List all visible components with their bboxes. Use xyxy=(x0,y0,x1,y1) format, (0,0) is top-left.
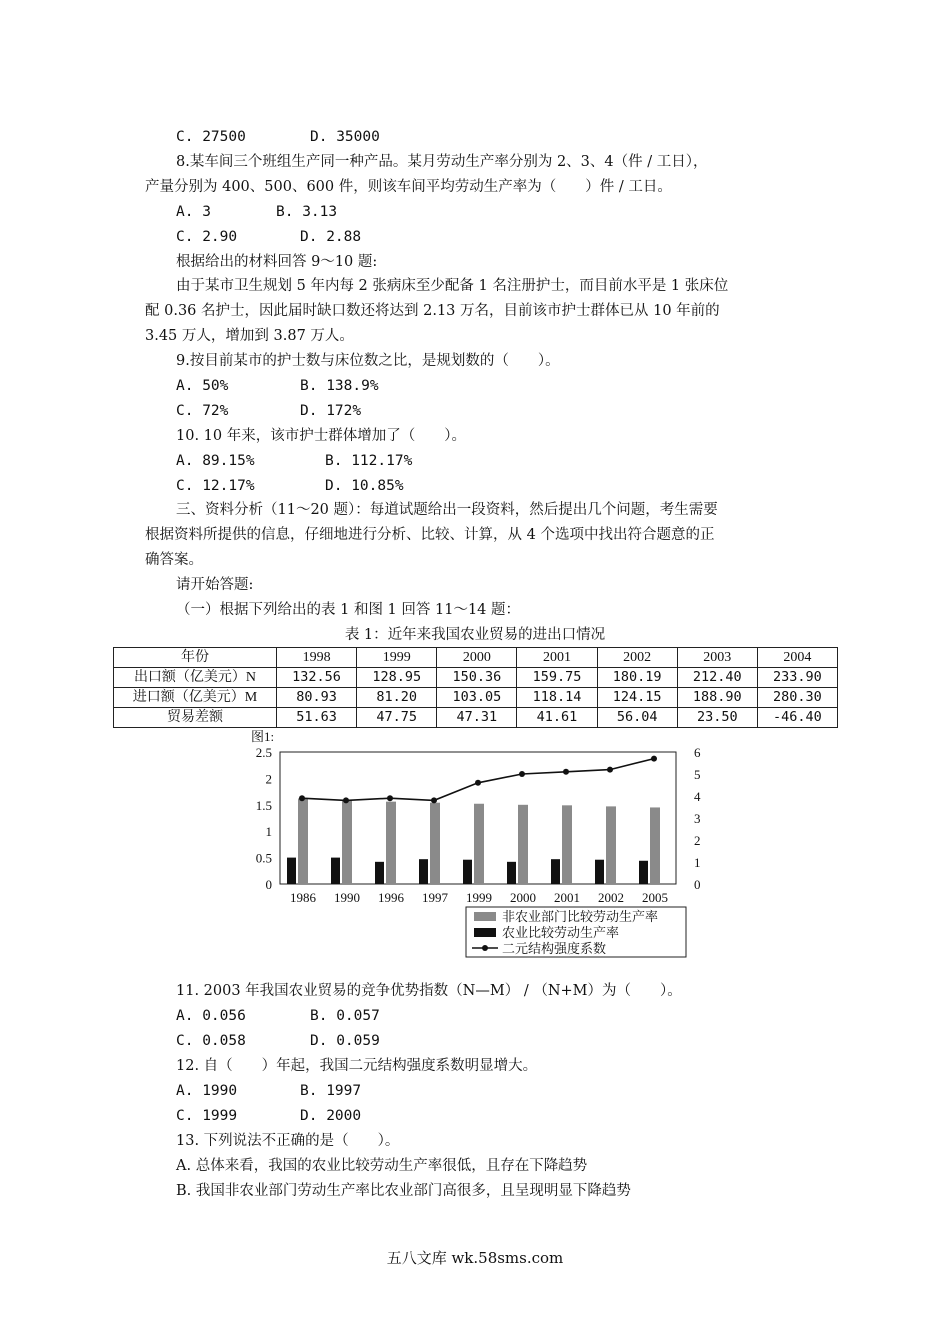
q10-option-a: A. 89.15% xyxy=(176,453,255,469)
line-point-dual-structure xyxy=(387,795,393,801)
table-cell: 47.31 xyxy=(437,708,517,728)
table-cell: 103.05 xyxy=(437,688,517,708)
q7-option-c: C. 27500 xyxy=(176,129,246,145)
bar-agri-productivity xyxy=(507,862,516,884)
q13-stem: 13. 下列说法不正确的是（ ）。 xyxy=(176,1133,400,1149)
y-right-tick-label: 0 xyxy=(694,877,701,892)
table-cell: 贸易差额 xyxy=(114,708,277,728)
section3-line3: 确答案。 xyxy=(145,552,203,568)
line-point-dual-structure xyxy=(651,756,657,762)
q11-option-b: B. 0.057 xyxy=(310,1008,380,1024)
q9-option-b: B. 138.9% xyxy=(300,378,379,394)
legend-label: 非农业部门比较劳动生产率 xyxy=(502,909,659,924)
table-cell: 124.15 xyxy=(597,688,677,708)
y-right-tick-label: 3 xyxy=(694,811,701,826)
q11-option-d: D. 0.059 xyxy=(310,1033,380,1049)
x-tick-label: 2000 xyxy=(510,890,536,905)
table-cell: 51.63 xyxy=(277,708,357,728)
line-point-dual-structure xyxy=(299,795,305,801)
q8-option-c: C. 2.90 xyxy=(176,229,238,245)
x-tick-label: 1990 xyxy=(334,890,360,905)
line-point-dual-structure xyxy=(519,771,525,777)
y-right-tick-label: 4 xyxy=(694,789,701,804)
line-point-dual-structure xyxy=(343,797,349,803)
q8-option-b: B. 3.13 xyxy=(276,204,338,220)
y-left-tick-label: 2 xyxy=(265,771,272,787)
q10-option-d: D. 10.85% xyxy=(325,478,404,494)
line-point-dual-structure xyxy=(475,780,481,786)
q8-option-a: A. 3 xyxy=(176,204,211,220)
q11-option-c: C. 0.058 xyxy=(176,1033,246,1049)
x-tick-label: 1997 xyxy=(422,890,448,905)
table-header-cell: 2004 xyxy=(757,648,837,668)
table-header-cell: 1998 xyxy=(277,648,357,668)
table-cell: 233.90 xyxy=(757,668,837,688)
y-right-tick-label: 1 xyxy=(694,855,701,870)
material-p3: 3.45 万人，增加到 3.87 万人。 xyxy=(145,328,354,344)
bar-nonagri-productivity xyxy=(562,805,572,884)
legend-swatch-point xyxy=(482,945,488,951)
line-dual-structure xyxy=(302,759,654,801)
table-header-cell: 年份 xyxy=(114,648,277,668)
bar-nonagri-productivity xyxy=(650,807,660,884)
figure-1-chart xyxy=(246,727,716,965)
table-header-cell: 1999 xyxy=(357,648,437,668)
y-left-tick-label: 1 xyxy=(265,824,272,840)
q9-option-a: A. 50% xyxy=(176,378,229,394)
q12-option-a: A. 1990 xyxy=(176,1083,238,1099)
q12-option-c: C. 1999 xyxy=(176,1108,238,1124)
y-left-tick-label: 1.5 xyxy=(255,797,272,813)
table-cell: 188.90 xyxy=(677,688,757,708)
table-cell: 81.20 xyxy=(357,688,437,708)
x-tick-label: 2005 xyxy=(642,890,668,905)
bar-agri-productivity xyxy=(287,858,296,884)
q13-option-a: A. 总体来看，我国的农业比较劳动生产率很低，且存在下降趋势 xyxy=(176,1158,588,1174)
bar-nonagri-productivity xyxy=(430,803,440,884)
q8-stem-line1: 8.某车间三个班组生产同一种产品。某月劳动生产率分别为 2、3、4（件 / 工日）， xyxy=(176,154,708,170)
q9-option-d: D. 172% xyxy=(300,403,362,419)
table-row xyxy=(114,688,838,708)
q12-stem: 12. 自（ ）年起，我国二元结构强度系数明显增大。 xyxy=(176,1058,538,1074)
table-header-row xyxy=(114,648,838,668)
y-right-tick-label: 6 xyxy=(694,745,701,760)
table-header-cell: 2002 xyxy=(597,648,677,668)
table-cell: 150.36 xyxy=(437,668,517,688)
q11-stem: 11. 2003 年我国农业贸易的竞争优势指数（N—M） / （N+M）为（ ）。 xyxy=(176,983,682,999)
x-tick-label: 1986 xyxy=(290,890,316,905)
line-point-dual-structure xyxy=(431,797,437,803)
table-cell: 47.75 xyxy=(357,708,437,728)
table-header-cell: 2000 xyxy=(437,648,517,668)
bar-agri-productivity xyxy=(595,860,604,884)
table-cell: 159.75 xyxy=(517,668,597,688)
table-cell: 280.30 xyxy=(757,688,837,708)
y-left-tick-label: 2.5 xyxy=(255,745,272,760)
table-cell: 212.40 xyxy=(677,668,757,688)
legend-label: 二元结构强度系数 xyxy=(502,941,607,956)
y-right-tick-label: 5 xyxy=(694,767,701,782)
bar-nonagri-productivity xyxy=(298,798,308,884)
section3-line2: 根据资料所提供的信息，仔细地进行分析、比较、计算，从 4 个选项中找出符合题意的正 xyxy=(145,527,715,543)
table-cell: 41.61 xyxy=(517,708,597,728)
bar-agri-productivity xyxy=(419,859,428,884)
y-left-tick-label: 0 xyxy=(265,877,272,892)
y-right-tick-label: 2 xyxy=(694,833,701,848)
bar-nonagri-productivity xyxy=(342,800,352,884)
table-cell: 80.93 xyxy=(277,688,357,708)
q8-option-d: D. 2.88 xyxy=(300,229,362,245)
page-footer: 五八文库 wk.58sms.com xyxy=(386,1249,564,1267)
q11-option-a: A. 0.056 xyxy=(176,1008,246,1024)
q9-option-c: C. 72% xyxy=(176,403,229,419)
bar-agri-productivity xyxy=(375,862,384,884)
bar-agri-productivity xyxy=(463,860,472,884)
bar-nonagri-productivity xyxy=(386,802,396,884)
line-point-dual-structure xyxy=(563,769,569,775)
q10-option-c: C. 12.17% xyxy=(176,478,255,494)
table-header-cell: 2001 xyxy=(517,648,597,668)
q9-stem: 9.按目前某市的护士数与床位数之比，是规划数的（ ）。 xyxy=(176,353,560,369)
table-cell: 132.56 xyxy=(277,668,357,688)
legend-swatch-agri xyxy=(474,928,496,937)
line-point-dual-structure xyxy=(607,767,613,773)
legend-label: 农业比较劳动生产率 xyxy=(502,925,620,940)
x-tick-label: 1999 xyxy=(466,890,492,905)
q12-option-b: B. 1997 xyxy=(300,1083,362,1099)
y-left-tick-label: 0.5 xyxy=(255,850,272,866)
table-cell: 出口额（亿美元）N xyxy=(114,668,277,688)
q12-option-d: D. 2000 xyxy=(300,1108,362,1124)
table-cell: 23.50 xyxy=(677,708,757,728)
q10-option-b: B. 112.17% xyxy=(325,453,413,469)
bar-nonagri-productivity xyxy=(474,804,484,884)
legend-swatch-nonagri xyxy=(474,912,496,921)
section3-start: 请开始答题: xyxy=(176,577,254,593)
table-cell: 128.95 xyxy=(357,668,437,688)
table-cell: 118.14 xyxy=(517,688,597,708)
table-row xyxy=(114,668,838,688)
section3-line1: 三、资料分析（11～20 题）：每道试题给出一段资料，然后提出几个问题，考生需要 xyxy=(176,502,718,518)
material-p2: 配 0.36 名护士，因此届时缺口数还将达到 2.13 万名，目前该市护士群体已从 10 年前的 xyxy=(145,303,720,319)
table-cell: -46.40 xyxy=(757,708,837,728)
table-cell: 进口额（亿美元）M xyxy=(114,688,277,708)
q7-option-d: D. 35000 xyxy=(310,129,380,145)
section3-subsection: （一）根据下列给出的表 1 和图 1 回答 11～14 题： xyxy=(176,602,521,618)
bar-agri-productivity xyxy=(331,858,340,884)
bar-agri-productivity xyxy=(551,859,560,884)
bar-nonagri-productivity xyxy=(518,805,528,884)
x-tick-label: 2001 xyxy=(554,890,580,905)
table-cell: 56.04 xyxy=(597,708,677,728)
table-header-cell: 2003 xyxy=(677,648,757,668)
material-intro: 根据给出的材料回答 9～10 题: xyxy=(176,254,378,270)
material-p1: 由于某市卫生规划 5 年内每 2 张病床至少配备 1 名注册护士，而目前水平是 1 张床位 xyxy=(176,278,729,294)
chart-title: 图1: xyxy=(251,729,275,744)
x-tick-label: 1996 xyxy=(378,890,404,905)
trade-table xyxy=(113,647,838,728)
q13-option-b: B. 我国非农业部门劳动生产率比农业部门高很多，且呈现明显下降趋势 xyxy=(176,1183,631,1199)
table-cell: 180.19 xyxy=(597,668,677,688)
table-row xyxy=(114,708,838,728)
bar-agri-productivity xyxy=(639,861,648,884)
q10-stem: 10. 10 年来，该市护士群体增加了（ ）。 xyxy=(176,428,466,444)
x-tick-label: 2002 xyxy=(598,890,624,905)
table-caption: 表 1：近年来我国农业贸易的进出口情况 xyxy=(344,627,606,643)
q8-stem-line2: 产量分别为 400、500、600 件，则该车间平均劳动生产率为（ ）件 / 工日。 xyxy=(145,179,672,195)
bar-nonagri-productivity xyxy=(606,806,616,884)
